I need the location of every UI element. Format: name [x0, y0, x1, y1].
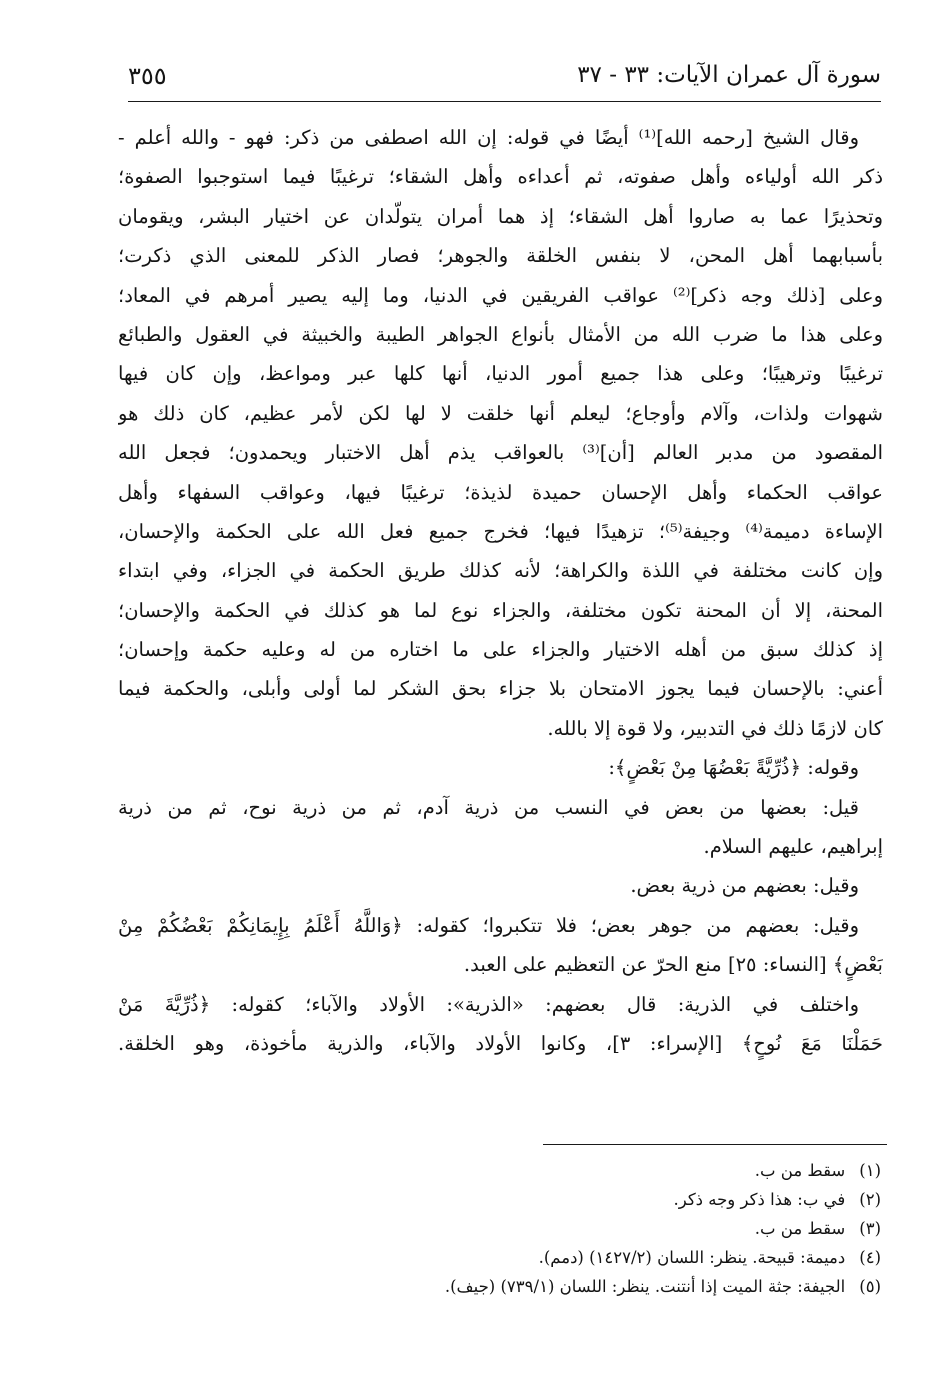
footnote — [121, 1243, 881, 1272]
text-line: قيل: بعضها من بعض في النسب من ذرية آدم، ثم من ذرية نوح، ثم من ذرية — [118, 795, 859, 819]
text-line: وقال الشيخ [رحمه الله]⁽¹⁾ أيضًا في قوله: إن الله اصطفى من ذكر: فهو - والله أعلم - — [118, 126, 859, 149]
text-line: كان لازمًا ذلك في التدبير، ولا قوة إلا بالله. — [547, 716, 883, 740]
footnote-number: (٢) — [859, 1190, 881, 1209]
text-line: واختلف في الذرية: قال بعضهم: «الذرية»: الأولاد والآباء؛ كقوله: ﴿ذُرِّيَّةَ مَنْ — [118, 992, 859, 1016]
footnote — [121, 1156, 881, 1185]
text-line: عواقب الحكماء وأهل الإحسان حميدة لذيذة؛ ترغيبًا فيها، وعواقب السفهاء وأهل — [118, 480, 883, 504]
text-line: بَعْضٍ﴾ [النساء: ٢٥] منع الحرّ عن التعظيم على العبد. — [463, 953, 883, 977]
text-line: وقيل: بعضهم من ذرية بعض. — [630, 874, 859, 898]
page-number: ٣٥٥ — [128, 62, 167, 90]
text-line: حَمَلْنَا مَعَ نُوحٍ﴾ [الإسراء: ٣]، وكانوا الأولاد والآباء، والذرية مأخوذة، وهو الخلقة. — [118, 1031, 883, 1055]
footnote-text: سقط من ب. — [754, 1161, 846, 1180]
footnote — [121, 1185, 881, 1214]
text-line: وعلى [ذلك وجه ذكر]⁽²⁾ عواقب الفريقين في الدنيا، وما إليه يصير أمرهم في المعاد؛ — [118, 283, 883, 307]
footnote-text: الجيفة: جثة الميت إذا أنتنت. ينظر: اللسان (٧٣٩/١) (جيف). — [444, 1277, 846, 1296]
footnote-number: (١) — [859, 1161, 881, 1180]
running-header — [128, 56, 881, 102]
footnote-text: سقط من ب. — [754, 1219, 846, 1238]
footnote-number: (٣) — [859, 1219, 881, 1238]
text-line: وقيل: بعضهم من جوهر بعض؛ فلا تتكبروا؛ كقوله: ﴿وَاللَّهُ أَعْلَمُ بِإِيمَانِكُمْ بَعْضُكُمْ مِنْ — [118, 913, 859, 937]
footnote — [121, 1214, 881, 1243]
footnote-text: في ب: هذا ذكر وجه ذكر. — [673, 1190, 846, 1209]
text-line: شهوات ولذات، وآلام وأوجاع؛ ليعلم أنها خلقت لا لها لكن لأمر عظيم، كان ذلك هو — [118, 401, 883, 425]
body-text — [118, 118, 883, 1063]
footnote-rule — [543, 1144, 887, 1145]
text-line: إبراهيم، عليهم السلام. — [703, 835, 883, 859]
header-title: سورة آل عمران الآيات: ٣٣ - ٣٧ — [577, 62, 881, 88]
footnote-number: (٤) — [859, 1248, 881, 1267]
text-line: المحنة، إلا أن المحنة تكون مختلفة، والجزاء نوع لما هو كذلك في الحكمة والإحسان؛ — [118, 598, 883, 622]
footnote-text: دميمة: قبيحة. ينظر: اللسان (١٤٢٧/٢) (دمم). — [538, 1248, 846, 1267]
text-line: الإساءة دميمة⁽⁴⁾ وجيفة⁽⁵⁾؛ تزهيدًا فيها؛ فخرج جميع فعل الله على الحكمة والإحسان، — [118, 519, 883, 543]
footnote — [121, 1272, 881, 1301]
text-line: المقصود من مدبر العالم [أن]⁽³⁾ بالعواقب يذم أهل الاختبار ويحمدون؛ فجعل الله — [118, 441, 883, 465]
verse-quote-line: وقوله: ﴿ذُرِّيَّةً بَعْضُهَا مِنْ بَعْضٍ﴾: — [608, 756, 859, 780]
footnotes — [121, 1156, 881, 1301]
header-rule — [128, 101, 881, 102]
text-line: ذكر الله أولياءه وأهل صفوته، ثم أعداءه وأهل الشقاء؛ ترغيبًا فيما استوجبوا الصفوة؛ — [118, 165, 883, 189]
text-line: وعلى هذا ما ضرب الله من الأمثال بأنواع الجواهر الطيبة والخبيثة في العقول والطبائع — [118, 322, 883, 346]
text-line: ترغيبًا وترهيبًا؛ وعلى هذا جميع أمور الدنيا، أنها كلها عبر ومواعظ، وإن كان فيها — [118, 362, 883, 386]
text-line: إذ كذلك سبق من أهله الاختيار والجزاء على ما اختاره من له وعليه حكمة وإحسان؛ — [118, 638, 883, 662]
footnote-number: (٥) — [859, 1277, 881, 1296]
text-line: وإن كانت مختلفة في اللذة والكراهة؛ لأنه كذلك طريق الحكمة في الجزاء، وفي ابتداء — [118, 559, 883, 583]
text-line: وتحذيرًا عما به صاروا أهل الشقاء؛ إذ هما أمران يتولّدان عن اختيار البشر، ويقومان — [118, 204, 883, 228]
text-line: بأسبابهما أهل المحن، لا بنفس الخلقة والجوهر؛ فصار الذكر للمعنى الذي ذكرت؛ — [118, 244, 883, 268]
text-line: أعني: بالإحسان فيما يجوز الامتحان بلا جزاء بحق الشكر لما أولى وأبلى، والحكمة فيما — [118, 677, 883, 701]
